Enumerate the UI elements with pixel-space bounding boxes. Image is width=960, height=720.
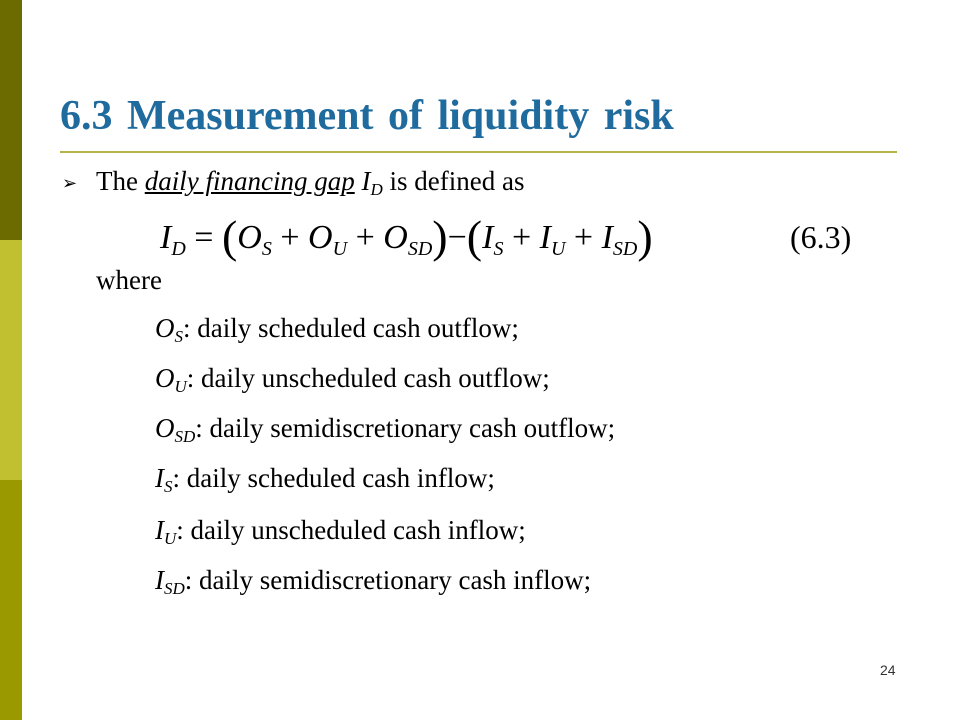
formula-term: O <box>237 219 262 256</box>
formula-term-sub: U <box>332 238 348 260</box>
sidebar-block-bottom <box>0 480 22 720</box>
formula-lhs: I <box>160 219 172 256</box>
intro-symbol: I <box>361 166 371 196</box>
intro-symbol-sub: D <box>370 180 383 199</box>
formula-plus: + <box>503 219 540 256</box>
definition-text: : daily semidiscretionary cash inflow; <box>184 565 592 595</box>
formula-term: O <box>383 219 408 256</box>
definition-text: : daily scheduled cash outflow; <box>183 313 519 343</box>
definition-symbol-sub: SD <box>174 427 196 446</box>
definition-item <box>155 312 519 344</box>
definition-symbol-sub: SD <box>164 579 185 598</box>
slide-title: 6.3 Measurement of liquidity risk <box>60 93 674 139</box>
definition-symbol: I <box>155 463 164 493</box>
definition-symbol: O <box>155 363 175 393</box>
formula-minus: − <box>447 219 467 256</box>
formula-term-sub: S <box>493 238 504 260</box>
formula-plus: + <box>565 219 602 256</box>
formula-term-sub: U <box>550 238 566 260</box>
definition-symbol-sub: U <box>174 377 187 396</box>
sidebar-block-middle <box>0 240 22 480</box>
definition-symbol: O <box>155 413 175 443</box>
formula-term-sub: SD <box>612 238 638 260</box>
where-label: where <box>96 265 162 295</box>
formula-term-sub: S <box>261 238 272 260</box>
definition-item <box>155 462 495 494</box>
formula-term-sub: SD <box>407 238 433 260</box>
definition-text: : daily unscheduled cash inflow; <box>176 515 526 545</box>
intro-line <box>96 165 524 197</box>
definition-text: : daily unscheduled cash outflow; <box>186 363 550 393</box>
definition-item <box>155 412 615 444</box>
title-underline <box>60 151 897 153</box>
sidebar-block-top <box>0 0 22 240</box>
definition-text: : daily scheduled cash inflow; <box>172 463 495 493</box>
definition-symbol: I <box>155 565 164 595</box>
definition-text: : daily semidiscretionary cash outflow; <box>195 413 616 443</box>
defined-term: daily financing gap <box>144 166 355 196</box>
formula-equals: = <box>185 219 222 256</box>
equation-number: (6.3) <box>790 219 852 255</box>
sidebar-stripe <box>0 0 22 720</box>
definition-symbol: I <box>155 515 164 545</box>
formula-term: O <box>308 219 333 256</box>
formula-lhs-sub: D <box>171 238 186 260</box>
page-number: 24 <box>880 662 896 678</box>
intro-suffix: is defined as <box>382 166 525 196</box>
formula-close-paren: ) <box>637 211 653 262</box>
formula-equation <box>160 212 653 262</box>
formula-term: I <box>482 219 494 256</box>
formula-open-paren: ( <box>221 211 238 262</box>
definition-item <box>155 564 591 596</box>
definition-item <box>155 362 550 394</box>
formula-close-paren: ) <box>432 211 448 262</box>
definition-item <box>155 514 526 546</box>
formula-open-paren: ( <box>466 211 483 262</box>
formula-plus: + <box>271 219 309 256</box>
definition-symbol-sub: S <box>164 477 173 496</box>
definition-symbol-sub: S <box>174 327 183 346</box>
formula-plus: + <box>347 219 384 256</box>
arrow-bullet-icon: ➢ <box>62 173 78 194</box>
definition-symbol-sub: U <box>164 529 177 548</box>
definition-symbol: O <box>155 313 175 343</box>
intro-prefix: The <box>96 166 145 196</box>
formula-term: I <box>539 219 551 256</box>
formula-term: I <box>601 219 613 256</box>
